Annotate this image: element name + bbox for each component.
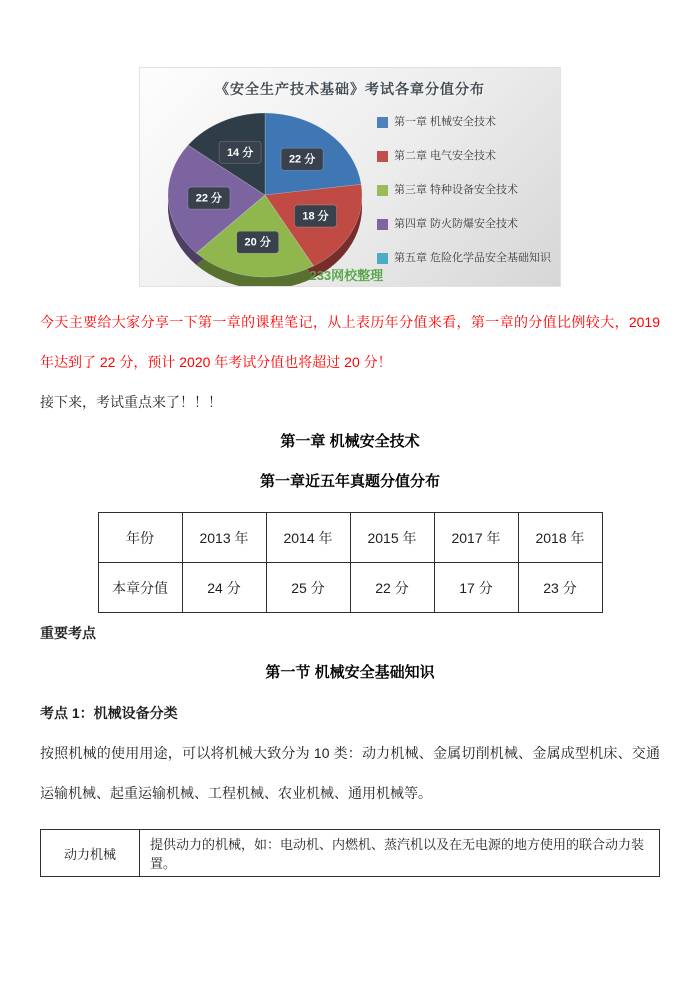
slice-label: 20 分 bbox=[244, 236, 271, 249]
legend-label: 第四章 防火防爆安全技术 bbox=[394, 218, 519, 230]
slice-label: 14 分 bbox=[226, 146, 254, 159]
legend-swatch bbox=[377, 151, 388, 162]
legend-label: 第一章 机械安全技术 bbox=[394, 116, 497, 128]
next-up-line: 接下来，考试重点来了！！！ bbox=[40, 394, 222, 410]
legend-item bbox=[377, 252, 555, 264]
score-table-header-row bbox=[98, 513, 602, 563]
legend-swatch bbox=[377, 219, 388, 230]
score-table-heading: 第一章近五年真题分值分布 bbox=[259, 473, 440, 490]
chapter-heading: 第一章 机械安全技术 bbox=[280, 433, 420, 450]
year-cell: 2015 年 bbox=[350, 513, 434, 563]
legend-swatch bbox=[377, 117, 388, 128]
score-table bbox=[98, 512, 603, 613]
score-label-cell: 本章分值 bbox=[98, 563, 182, 613]
machine-types-table bbox=[40, 829, 660, 877]
important-points-label: 重要考点 bbox=[40, 625, 96, 641]
legend-label: 第五章 危险化学品安全基础知识 bbox=[394, 252, 552, 264]
legend-swatch bbox=[377, 185, 388, 196]
point-heading: 考点 1：机械设备分类 bbox=[40, 705, 178, 721]
legend-item bbox=[377, 116, 555, 128]
chart-title: 《安全生产技术基础》考试各章分值分布 bbox=[215, 81, 485, 97]
score-cell: 17 分 bbox=[434, 563, 518, 613]
machine-table-row bbox=[41, 830, 660, 877]
chart-watermark: 233网校整理 bbox=[309, 268, 384, 283]
year-cell: 2013 年 bbox=[182, 513, 266, 563]
year-cell: 2018 年 bbox=[518, 513, 602, 563]
chapter-score-chart bbox=[140, 68, 560, 286]
score-cell: 22 分 bbox=[350, 563, 434, 613]
year-label-cell: 年份 bbox=[98, 513, 182, 563]
chart-legend bbox=[377, 116, 555, 264]
intro-paragraph: 今天主要给大家分享一下第一章的课程笔记，从上表历年分值来看，第一章的分值比例较大，2019 年达到了 22 分，预计 2020 年考试分值也将超过 20 分！ bbox=[40, 314, 660, 370]
slice-label: 22 分 bbox=[288, 153, 316, 166]
legend-label: 第三章 特种设备安全技术 bbox=[394, 184, 519, 196]
score-table-value-row bbox=[98, 563, 602, 613]
document-content bbox=[0, 302, 700, 877]
legend-label: 第二章 电气安全技术 bbox=[394, 150, 497, 162]
term-cell: 动力机械 bbox=[41, 830, 140, 877]
classification-paragraph: 按照机械的使用用途，可以将机械大致分为 10 类：动力机械、金属切削机械、金属成型机床、交通运输机械、起重运输机械、工程机械、农业机械、通用机械等。 bbox=[40, 745, 660, 801]
score-cell: 25 分 bbox=[266, 563, 350, 613]
legend-swatch bbox=[377, 253, 388, 264]
year-cell: 2017 年 bbox=[434, 513, 518, 563]
section-heading: 第一节 机械安全基础知识 bbox=[265, 664, 435, 681]
score-cell: 24 分 bbox=[182, 563, 266, 613]
slice-label: 22 分 bbox=[195, 192, 223, 205]
legend-item bbox=[377, 150, 555, 162]
definition-cell: 提供动力的机械，如：电动机、内燃机、蒸汽机以及在无电源的地方使用的联合动力装置。 bbox=[140, 830, 660, 877]
score-cell: 23 分 bbox=[518, 563, 602, 613]
legend-item bbox=[377, 218, 555, 230]
year-cell: 2014 年 bbox=[266, 513, 350, 563]
slice-label: 18 分 bbox=[302, 210, 329, 223]
legend-item bbox=[377, 184, 555, 196]
